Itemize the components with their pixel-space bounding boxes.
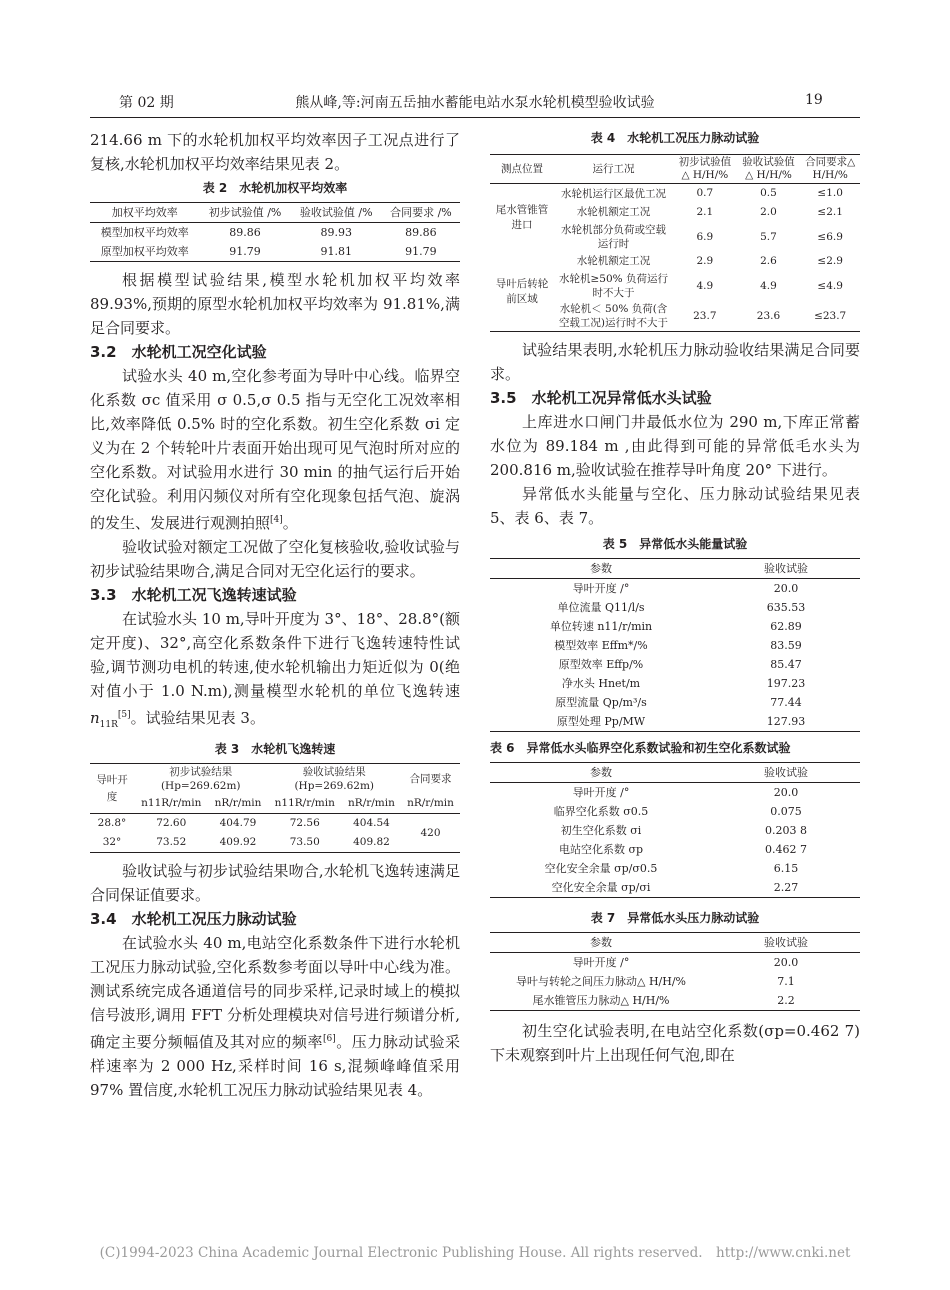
table2 bbox=[90, 202, 460, 262]
table-cell: 水轮机部分负荷或空载运行时 bbox=[561, 224, 666, 250]
paragraph: 根据模型试验结果,模型水轮机加权平均效率 89.93%,预期的原型水轮机加权平均效率为 91.81%,满足合同要求。 bbox=[90, 271, 460, 337]
table-cell: 0.075 bbox=[770, 805, 802, 818]
table3-caption: 表 3 水轮机飞逸转速 bbox=[214, 742, 336, 756]
page-number: 19 bbox=[805, 92, 823, 108]
header-text: 初步试验结果 bbox=[169, 766, 233, 778]
table7 bbox=[490, 932, 860, 1011]
table-cell: 原型处理 Pp/MW bbox=[490, 712, 712, 732]
table-row bbox=[490, 252, 860, 271]
table-cell: 72.56 bbox=[267, 814, 342, 834]
table-cell: 导叶开度 /° bbox=[490, 953, 712, 973]
table-header: 验收试验值 /% bbox=[291, 203, 382, 223]
table-cell: 尾水锥管压力脉动△ H/H/% bbox=[490, 991, 712, 1011]
table-header: 合同要求△ H/H/% bbox=[800, 155, 860, 184]
table-cell: 2.6 bbox=[760, 255, 777, 267]
paragraph: 验收试验与初步试验结果吻合,水轮机飞逸转速满足合同保证值要求。 bbox=[90, 862, 460, 904]
table-cell: 20.0 bbox=[712, 579, 860, 599]
table-cell: 404.54 bbox=[342, 814, 401, 834]
table-subheader: n11R/r/min bbox=[141, 797, 202, 809]
table-header: 参数 bbox=[490, 933, 712, 953]
citation[interactable]: [6] bbox=[322, 1034, 336, 1044]
table-cell: 62.89 bbox=[770, 620, 802, 633]
table-cell: 91.79 bbox=[199, 242, 290, 262]
table-header: 验收试验 bbox=[712, 559, 860, 579]
table-row bbox=[490, 617, 860, 636]
table-row bbox=[490, 184, 860, 204]
table-cell: 32° bbox=[90, 833, 134, 853]
citation[interactable]: [5] bbox=[117, 710, 131, 720]
table-cell: 409.92 bbox=[209, 833, 268, 853]
right-column bbox=[490, 122, 860, 1067]
table-cell: 导叶与转轮之间压力脉动△ H/H/% bbox=[515, 975, 686, 988]
table-cell: 409.82 bbox=[342, 833, 401, 853]
table-subheader: nR/r/min bbox=[214, 797, 262, 809]
table-cell: 临界空化系数 σ0.5 bbox=[553, 805, 649, 818]
section-heading: 3.5 水轮机工况异常低水头试验 bbox=[490, 389, 712, 407]
table-cell: 净水头 Hnet/m bbox=[561, 677, 641, 690]
table-cell: 导叶开度 /° bbox=[490, 579, 712, 599]
table-cell: 模型效率 Effm*/% bbox=[554, 639, 648, 652]
table-cell: ≤2.9 bbox=[817, 255, 843, 267]
table-cell: 23.6 bbox=[737, 301, 801, 332]
table-row bbox=[90, 814, 460, 834]
table3 bbox=[90, 763, 460, 853]
issue-number: 第 02 期 bbox=[119, 95, 174, 111]
table6 bbox=[490, 762, 860, 898]
table-cell: 89.93 bbox=[291, 223, 382, 243]
table-cell: 89.86 bbox=[199, 223, 290, 243]
table6-caption: 表 6 异常低水头临界空化系数试验和初生空化系数试验 bbox=[490, 741, 791, 755]
table-cell: 水轮机＜ 50% 负荷(含空载工况)运行时不大于 bbox=[554, 301, 673, 332]
table-cell: 72.60 bbox=[134, 814, 209, 834]
running-title: 熊从峰,等:河南五岳抽水蓄能电站水泵水轮机模型验收试验 bbox=[295, 95, 655, 111]
table-cell: 电站空化系数 σp bbox=[558, 843, 644, 856]
table-cell: 4.9 bbox=[760, 279, 777, 292]
table-cell: 水轮机额定工况 bbox=[576, 255, 651, 267]
table7-caption: 表 7 异常低水头压力脉动试验 bbox=[590, 911, 760, 925]
table-row bbox=[90, 223, 460, 243]
table-cell: 原型加权平均效率 bbox=[90, 242, 199, 262]
table-row bbox=[490, 674, 860, 693]
table-cell: 197.23 bbox=[766, 677, 806, 690]
table-cell: 初生空化系数 σi bbox=[560, 824, 642, 837]
table-cell: 20.0 bbox=[712, 953, 860, 973]
table-row bbox=[490, 953, 860, 973]
paragraph bbox=[90, 607, 460, 737]
table-header: 验收试验 bbox=[712, 763, 860, 783]
table-subheader: n11R/r/min bbox=[274, 797, 335, 809]
table-cell: 635.53 bbox=[766, 601, 806, 614]
table-row bbox=[490, 859, 860, 878]
copyright-footer: (C)1994-2023 China Academic Journal Electronic Publishing House. All rights reserved. http://www.cnki.net bbox=[99, 1245, 851, 1261]
table-cell: 20.0 bbox=[712, 783, 860, 803]
table-cell: 尾水管锥管进口 bbox=[490, 184, 554, 253]
left-column bbox=[90, 122, 460, 1102]
text-run: 。 bbox=[282, 514, 298, 532]
table-header bbox=[267, 764, 400, 795]
table4 bbox=[490, 154, 860, 332]
table-cell: 89.86 bbox=[382, 223, 460, 243]
table-row bbox=[90, 242, 460, 262]
table5-caption: 表 5 异常低水头能量试验 bbox=[602, 537, 748, 551]
citation[interactable]: [4] bbox=[270, 515, 283, 525]
header-text: (Hp=269.62m) bbox=[294, 780, 375, 792]
table-subheader: nR/r/min bbox=[407, 797, 454, 809]
table-cell: 404.79 bbox=[209, 814, 268, 834]
section-heading: 3.3 水轮机工况飞逸转速试验 bbox=[90, 586, 297, 604]
table-cell: ≤4.9 bbox=[817, 279, 843, 292]
table-cell: 空化安全余量 σp/σ0.5 bbox=[544, 862, 658, 875]
table-header: 初步试验值△ H/H/% bbox=[673, 155, 737, 184]
table4-caption: 表 4 水轮机工况压力脉动试验 bbox=[590, 131, 760, 145]
table-row bbox=[490, 991, 860, 1011]
table-cell: 单位流量 Q11/l/s bbox=[557, 601, 645, 614]
paragraph: 试验结果表明,水轮机压力脉动验收结果满足合同要求。 bbox=[490, 341, 860, 383]
table-cell: 127.93 bbox=[712, 712, 860, 732]
table-header: 导叶开度 bbox=[90, 764, 134, 814]
table-cell: 420 bbox=[401, 814, 460, 853]
table-cell: 原型效率 Effp/% bbox=[558, 658, 644, 671]
table-header bbox=[134, 764, 267, 795]
table-cell: 77.44 bbox=[770, 696, 802, 709]
paragraph: 上库进水口闸门井最低水位为 290 m,下库正常蓄水位为 89.184 m ,由此得到可能的异常低毛水头为 200.816 m,验收试验在推荐导叶角度 20° 下进行。 bbox=[490, 413, 860, 479]
table-cell: ≤2.1 bbox=[817, 206, 843, 218]
table-header: 合同要求 /% bbox=[382, 203, 460, 223]
paragraph bbox=[90, 364, 460, 535]
table-row bbox=[490, 840, 860, 859]
table-row bbox=[490, 821, 860, 840]
table-cell: 水轮机运行区最优工况 bbox=[554, 184, 673, 204]
table-header: 初步试验值 /% bbox=[199, 203, 290, 223]
table-cell: 73.52 bbox=[134, 833, 209, 853]
table-header: 运行工况 bbox=[554, 155, 673, 184]
table2-caption: 表 2 水轮机加权平均效率 bbox=[202, 181, 348, 195]
table-header: 验收试验 bbox=[712, 933, 860, 953]
table-header: 加权平均效率 bbox=[90, 203, 199, 223]
table-cell: 单位转速 n11/r/min bbox=[549, 620, 653, 633]
header-text: 验收试验结果 bbox=[302, 766, 366, 778]
table-cell: 2.0 bbox=[760, 206, 777, 218]
table-cell: 水轮机≥50% 负荷运行时不大于 bbox=[559, 273, 668, 299]
symbol-subscript: 11R bbox=[99, 720, 118, 730]
paragraph bbox=[90, 931, 460, 1102]
section-heading: 3.4 水轮机工况压力脉动试验 bbox=[90, 910, 297, 928]
table-subheader: nR/r/min bbox=[348, 797, 395, 809]
table-header: 参数 bbox=[490, 763, 712, 783]
text-run: 。压力脉动试验采样速率为 2 000 Hz,采样时间 16 s,混频峰峰值采用 97% 置信度,水轮机工况压力脉动试验结果见表 4。 bbox=[90, 1033, 460, 1099]
symbol: n bbox=[90, 709, 100, 727]
table-cell: 0.5 bbox=[737, 184, 801, 204]
table-cell: 73.50 bbox=[267, 833, 342, 853]
text-run: 。试验结果见表 3。 bbox=[130, 709, 265, 727]
table-cell: 模型加权平均效率 bbox=[90, 223, 199, 243]
table-header: 参数 bbox=[490, 559, 712, 579]
table-header: 合同要求 bbox=[401, 764, 460, 795]
table-cell: 0.462 7 bbox=[765, 843, 807, 856]
paragraph: 验收试验对额定工况做了空化复核验收,验收试验与初步试验结果吻合,满足合同对无空化运行的要求。 bbox=[90, 538, 460, 580]
table-cell: 0.7 bbox=[673, 184, 737, 204]
table-header: 验收试验值△ H/H/% bbox=[737, 155, 801, 184]
table-cell: 91.79 bbox=[382, 242, 460, 262]
table-row bbox=[490, 579, 860, 599]
table-cell: 2.1 bbox=[696, 206, 714, 218]
table-cell: 5.7 bbox=[760, 230, 777, 243]
table-cell: 83.59 bbox=[770, 639, 802, 652]
table-cell: 0.203 8 bbox=[765, 824, 807, 837]
table-cell: 28.8° bbox=[90, 814, 134, 834]
table-cell: 原型流量 Qp/m³/s bbox=[555, 696, 647, 709]
table-cell: ≤1.0 bbox=[800, 184, 860, 204]
table-row bbox=[490, 802, 860, 821]
table-cell: 91.81 bbox=[291, 242, 382, 262]
table-cell: 2.27 bbox=[712, 878, 860, 898]
table-row bbox=[490, 655, 860, 674]
table-cell: ≤6.9 bbox=[817, 230, 843, 243]
table-cell: 6.9 bbox=[696, 230, 714, 243]
table-cell: 导叶开度 /° bbox=[490, 783, 712, 803]
table-cell: 4.9 bbox=[696, 279, 714, 292]
table-row bbox=[490, 712, 860, 732]
table-cell: 导叶后转轮前区域 bbox=[490, 252, 554, 332]
table-row bbox=[490, 693, 860, 712]
table-cell: 2.2 bbox=[712, 991, 860, 1011]
paragraph: 初生空化试验表明,在电站空化系数(σp=0.462 7)下未观察到叶片上出现任何气泡,即在 bbox=[490, 1022, 860, 1064]
table-cell: 2.9 bbox=[696, 255, 714, 267]
paragraph: 异常低水头能量与空化、压力脉动试验结果见表 5、表 6、表 7。 bbox=[490, 485, 860, 527]
table-cell: ≤23.7 bbox=[800, 301, 860, 332]
table-row bbox=[490, 598, 860, 617]
text-run: 在试验水头 40 m,电站空化系数条件下进行水轮机工况压力脉动试验,空化系数参考面以导叶中心线为准。测试系统完成各通道信号的同步采样,记录时域上的模拟信号波形,调用 FFT 分析处理模块对信号进行频谱分析,确定主要分频幅值及其对应的频率 bbox=[90, 934, 460, 1051]
table-row bbox=[490, 878, 860, 898]
table-cell: 7.1 bbox=[777, 975, 795, 988]
table-cell: 6.15 bbox=[773, 862, 799, 875]
table-cell: 23.7 bbox=[673, 301, 737, 332]
header-rule bbox=[90, 117, 860, 118]
table-row bbox=[490, 636, 860, 655]
table-row bbox=[490, 783, 860, 803]
paragraph: 214.66 m 下的水轮机加权平均效率因子工况点进行了复核,水轮机加权平均效率结果见表 2。 bbox=[90, 131, 460, 173]
table-cell: 水轮机额定工况 bbox=[576, 206, 651, 218]
header-text: (Hp=269.62m) bbox=[160, 780, 241, 792]
table-row bbox=[490, 972, 860, 991]
table-cell: 85.47 bbox=[770, 658, 802, 671]
section-heading: 3.2 水轮机工况空化试验 bbox=[90, 343, 267, 361]
table-header: 测点位置 bbox=[490, 155, 554, 184]
table5 bbox=[490, 558, 860, 732]
table-cell: 空化安全余量 σp/σi bbox=[490, 878, 712, 898]
text-run: 在试验水头 10 m,导叶开度为 3°、18°、28.8°(额定开度)、32°,高空化系数条件下进行飞逸转速特性试验,调节测功电机的转速,使水轮机输出力矩近似为 0(绝对值小于 1.0 N.m),测量模型水轮机的单位飞逸转速 bbox=[90, 610, 460, 700]
text-run: 试验水头 40 m,空化参考面为导叶中心线。临界空化系数 σc 值采用 σ 0.5,σ 0.5 指与无空化工况效率相比,效率降低 0.5% 时的空化系数。初生空化系数 σi 定义为在 2 个转轮叶片表面开始出现可见气泡时所对应的空化系数。对试验用水进行 30 min 的抽气运行后开始空化试验。利用闪频仪对所有空化现象包括气泡、旋涡的发生、发展进行观测拍照 bbox=[90, 367, 460, 532]
